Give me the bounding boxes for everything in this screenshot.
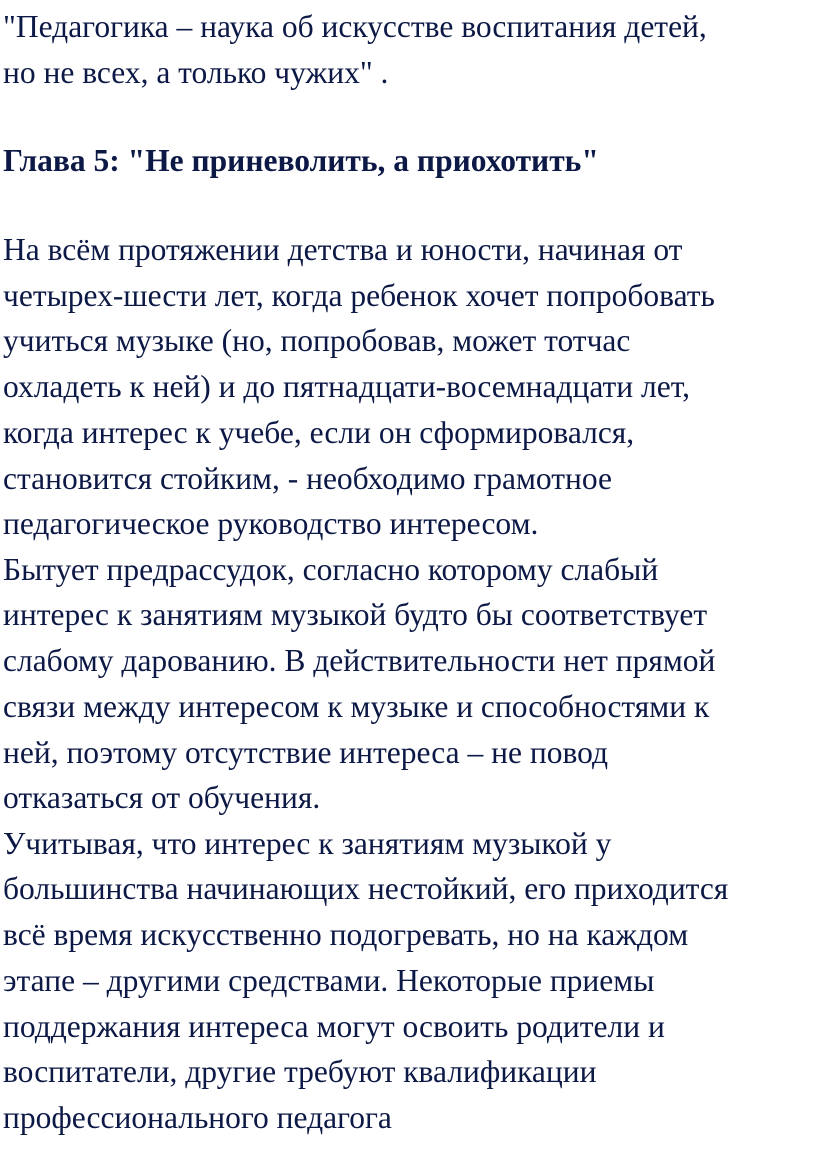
- body-line: учиться музыке (но, попробовав, может тотчас: [3, 323, 631, 358]
- body-line: четырех-шести лет, когда ребенок хочет попробовать: [3, 278, 715, 313]
- body-line: большинства начинающих нестойкий, его приходится: [3, 871, 729, 906]
- body-line: связи между интересом к музыке и способностями к: [3, 689, 710, 724]
- body-line: Бытует предрассудок, согласно которому слабый: [3, 552, 659, 587]
- body-line: поддержания интереса могут освоить родители и: [3, 1009, 665, 1044]
- body-line: педагогическое руководство интересом.: [3, 506, 539, 541]
- body-line: Учитывая, что интерес к занятиям музыкой у: [3, 826, 612, 861]
- body-line: отказаться от обучения.: [3, 780, 321, 815]
- body-line: становится стойким, - необходимо грамотное: [3, 461, 613, 496]
- body-line: когда интерес к учебе, если он сформировался,: [3, 415, 635, 450]
- body-line: этапе – другими средствами. Некоторые приемы: [3, 963, 655, 998]
- body-line: На всём протяжении детства и юности, начиная от: [3, 232, 683, 267]
- epigraph-line: но не всех, а только чужих" .: [3, 55, 389, 90]
- body-line: ней, поэтому отсутствие интереса – не повод: [3, 735, 608, 770]
- body-line: слабому дарованию. В действительности нет прямой: [3, 643, 716, 678]
- body-line: профессионального педагога: [3, 1100, 392, 1135]
- epigraph-line: "Педагогика – наука об искусстве воспитания детей,: [3, 9, 707, 44]
- body-line: воспитатели, другие требуют квалификации: [3, 1054, 597, 1089]
- body-line: интерес к занятиям музыкой будто бы соответствует: [3, 597, 708, 632]
- chapter-heading: Глава 5: "Не приневолить, а приохотить": [3, 143, 599, 178]
- body-line: охладеть к ней) и до пятнадцати-восемнадцати лет,: [3, 369, 691, 404]
- body-line: всё время искусственно подогревать, но на каждом: [3, 917, 689, 952]
